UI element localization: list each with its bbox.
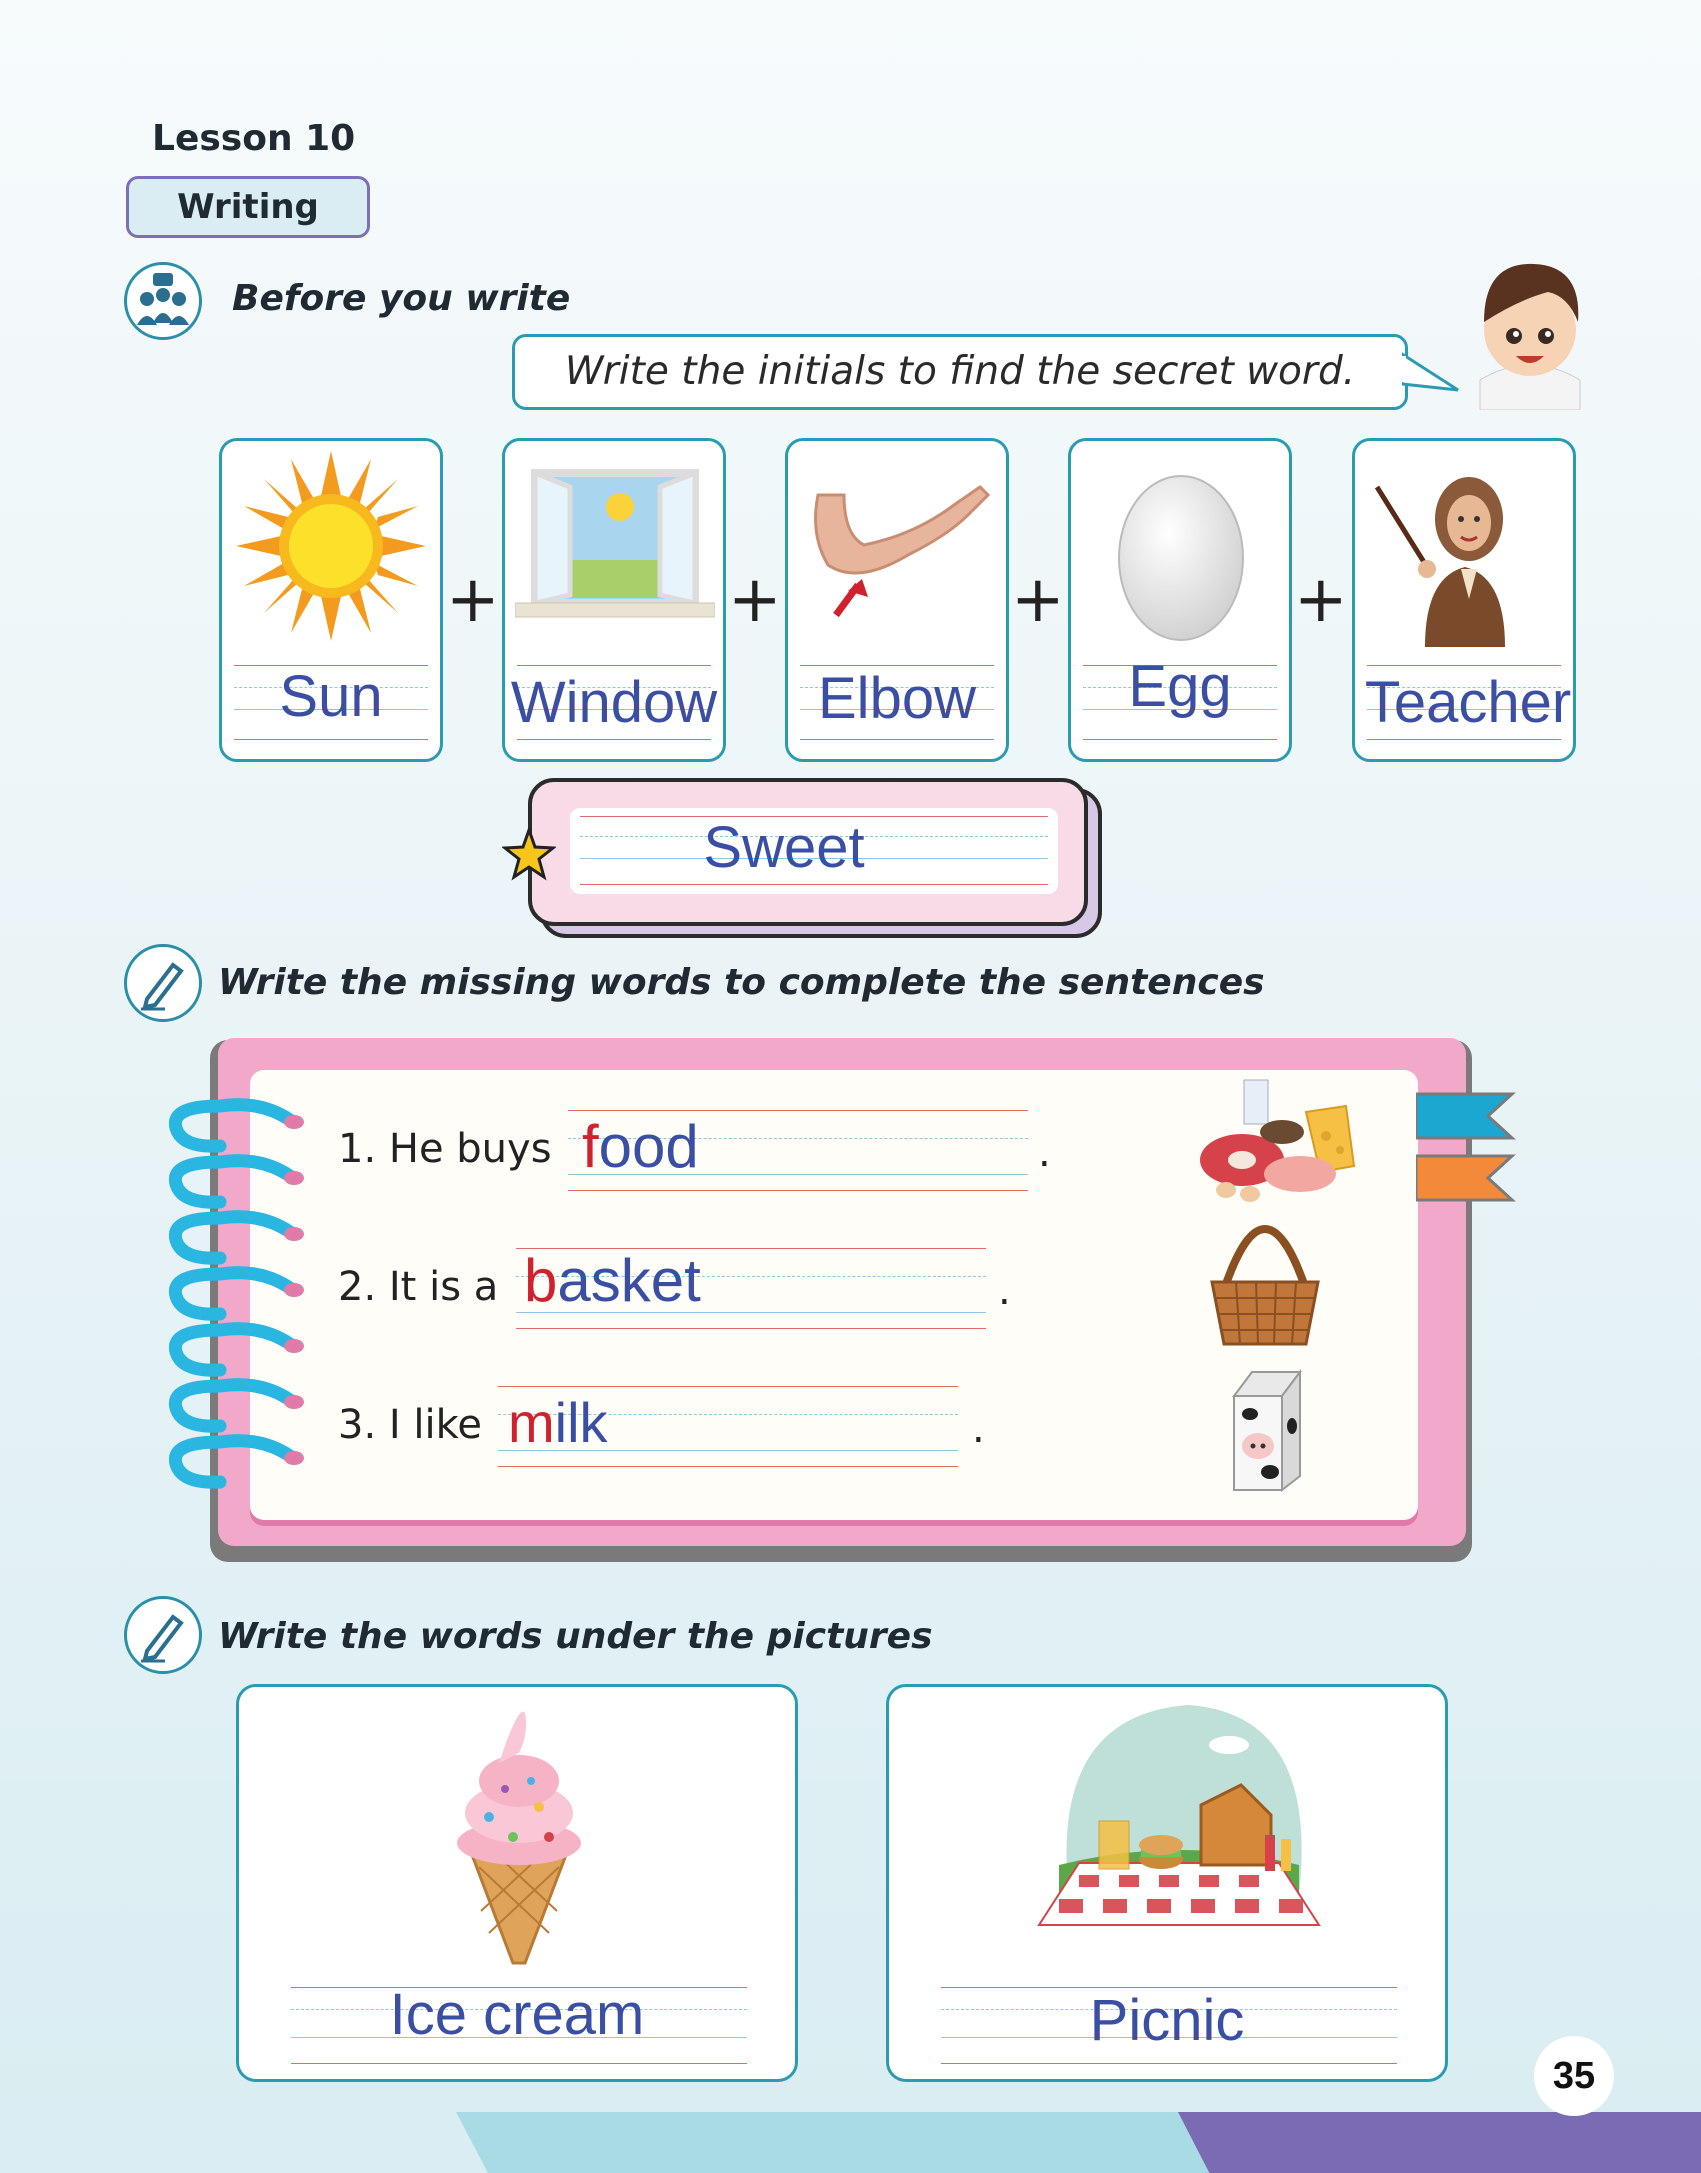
spiral-binding [160,1090,310,1510]
item-answer: Picnic [1089,1988,1245,2053]
milk-carton-icon [1222,1366,1312,1496]
picture-card-sun [219,438,443,762]
footer-band-teal [456,2112,1256,2173]
teacher-icon [1365,457,1565,647]
card-answer: Elbow [818,666,976,731]
picture-card-picnic [886,1684,1448,2082]
first-letter: m [508,1391,555,1454]
picture-card-elbow [785,438,1009,762]
section1-title: Before you write [232,278,571,319]
pencil-icon [124,944,202,1022]
answer-rest: ood [598,1113,699,1180]
plus-sign: + [446,563,500,637]
answer-rest: asket [557,1247,701,1314]
sentence-end: . [998,1268,1011,1314]
card-answer: Egg [1128,654,1232,719]
picture-card-egg [1068,438,1292,762]
card-answer: Teacher [1364,670,1572,735]
section3-title: Write the words under the pictures [218,1616,933,1657]
page-number: 35 [1552,2055,1596,2097]
egg-icon [1111,463,1251,643]
ice-cream-icon [389,1697,649,1967]
plus-sign: + [728,563,782,637]
bookmark-ribbons [1416,1086,1516,1216]
item-answer: Ice cream [389,1982,645,2047]
plus-sign: + [1011,563,1065,637]
lesson-label: Lesson 10 [152,118,356,159]
picture-card-ice-cream [236,1684,798,2082]
answer-field[interactable] [582,1112,699,1181]
answer-rest: ilk [554,1391,608,1454]
sentence-end: . [1038,1130,1051,1176]
secret-word-answer: Sweet [703,815,865,880]
section2-title: Write the missing words to complete the sentences [218,962,1265,1003]
sentence-end: . [972,1406,985,1452]
sun-icon [236,451,426,641]
footer-band-purple [1178,2112,1701,2173]
section-tag-label: Writing [177,187,319,227]
page-number-badge [1534,2036,1614,2116]
plus-sign: + [1294,563,1348,637]
pencil-icon [124,1596,202,1674]
sentence-prompt: 2. It is a [338,1264,499,1310]
speech-bubble [512,334,1408,410]
speech-text: Write the initials to find the secret word. [564,349,1356,394]
picture-card-window [502,438,726,762]
boy-avatar [1460,250,1600,410]
answer-field[interactable] [524,1246,701,1315]
first-letter: b [524,1247,558,1314]
arm-elbow-icon [798,475,998,635]
basket-icon [1206,1224,1324,1348]
sentence-prompt: 1. He buys [338,1126,552,1172]
card-answer: Window [510,670,718,735]
speech-tail-icon [1402,350,1462,396]
answer-field[interactable] [508,1390,608,1455]
picnic-icon [1029,1695,1329,1965]
first-letter: f [582,1113,599,1180]
group-discussion-icon [124,262,202,340]
sentence-prompt: 3. I like [338,1402,482,1448]
secret-word-box [528,778,1088,926]
star-icon [502,828,556,882]
section-tag [126,176,370,238]
window-icon [515,465,715,625]
picture-card-teacher [1352,438,1576,762]
food-icon [1196,1076,1356,1206]
card-answer: Sun [279,664,383,729]
